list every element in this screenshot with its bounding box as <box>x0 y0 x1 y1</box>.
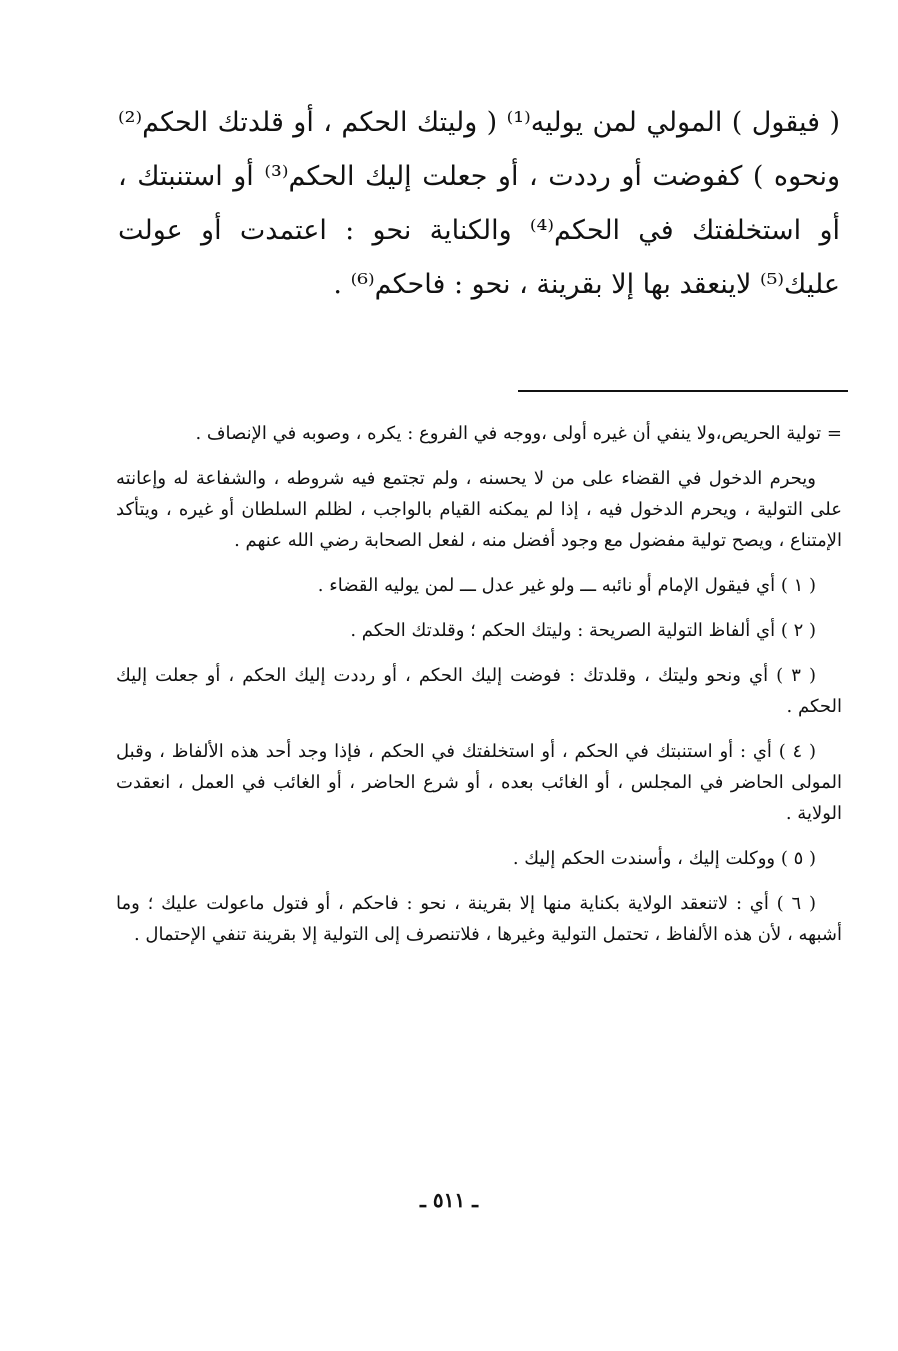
footnote-5: ( ٥ ) ووكلت إليك ، وأسندت الحكم إليك . <box>512 848 816 869</box>
footnote-6: ( ٦ ) أي : لاتنعقد الولاية بكناية منها إلا بقرينة ، نحو : فاحكم ، أو فتول ماعولت عليك ؛ وما أشبهه ، لأن هذه الألفاظ ، تحتمل التولية وغيرها ، فلاتنصرف إلى التولية إلا بقرينة تنفي الإحتمال . <box>116 893 842 945</box>
footnote-4: ( ٤ ) أي : أو استنبتك في الحكم ، أو استخلفتك في الحكم ، فإذا وجد أحد هذه الألفاظ ، وقبل المولى الحاضر في المجلس ، أو الغائب بعده ، أو شرع الحاضر ، أو الغائب في العمل ، انعقدت الولاية . <box>116 741 842 824</box>
page-number: ـ ٥١١ ـ <box>420 1188 478 1212</box>
footnotes-block <box>116 418 842 964</box>
footnote-2: ( ٢ ) أي ألفاظ التولية الصريحة : وليتك الحكم ؛ وقلدتك الحكم . <box>350 620 816 641</box>
footnote-separator <box>518 390 848 392</box>
main-paragraph: ( فيقول ) المولي لمن يوليه⁽¹⁾ ( وليتك الحكم ، أو قلدتك الحكم⁽²⁾ ونحوه ) كفوضت أو رددت ، أو جعلت إليك الحكم⁽³⁾ أو استنبتك ، أو استخلفتك في الحكم⁽⁴⁾ والكناية نحو : اعتمدت أو عولت عليك⁽⁵⁾ لاينعقد بها إلا بقرينة ، نحو : فاحكم⁽⁶⁾ . <box>118 107 841 300</box>
footnote-3: ( ٣ ) أي ونحو وليتك ، وقلدتك : فوضت إليك الحكم ، أو رددت إليك الحكم ، أو جعلت إليك الحكم . <box>116 665 842 717</box>
footnote-extra-paragraph: ويحرم الدخول في القضاء على من لا يحسنه ، ولم تجتمع فيه شروطه ، والشفاعة له وإعانته على التولية ، ويحرم الدخول فيه ، إذا لم يمكنه القيام بالواجب ، لظلم السلطان أو غيره ، ويتأكد الإمتناع ، ويصح تولية مفضول مع وجود أفضل منه ، لفعل الصحابة رضي الله عنهم . <box>116 468 842 551</box>
main-text-block <box>118 96 840 312</box>
footnote-continuation: = تولية الحريص،ولا ينفي أن غيره أولى ،ووجه في الفروع : يكره ، وصوبه في الإنصاف . <box>195 423 842 444</box>
footnote-1: ( ١ ) أي فيقول الإمام أو نائبه ـــ ولو غير عدل ـــ لمن يوليه القضاء . <box>317 575 816 596</box>
